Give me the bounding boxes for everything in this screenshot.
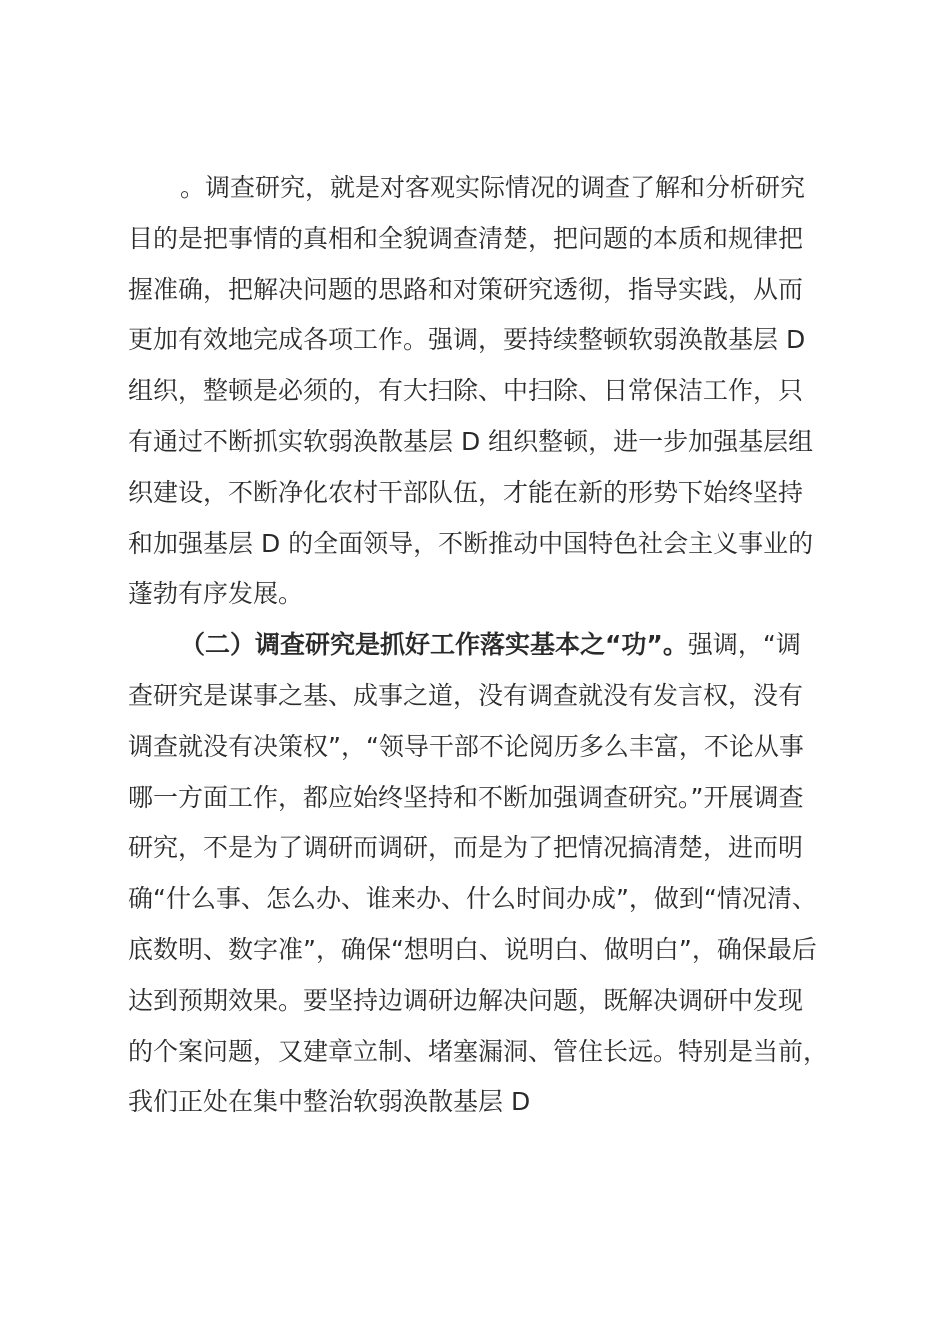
paragraph-line: 底数明、数字准”，确保“想明白、说明白、做明白”，确保最后 — [128, 934, 817, 964]
paragraph-line: 调查就没有决策权”，“领导干部不论阅历多么丰富，不论从事 — [128, 731, 804, 761]
document-body — [128, 166, 858, 1131]
paragraph-line: 确“什么事、怎么办、谁来办、什么时间办成”，做到“情况清、 — [128, 884, 817, 914]
paragraph-line: 有通过不断抓实软弱涣散基层 D 组织整顿，进一步加强基层组 — [128, 426, 814, 456]
paragraph-line: 蓬勃有序发展。 — [128, 579, 304, 609]
heading-line-rest: 强调，“调 — [687, 630, 801, 660]
paragraph-line: 目的是把事情的真相和全貌调查清楚，把问题的本质和规律把 — [128, 223, 804, 253]
paragraph-1 — [128, 166, 858, 623]
paragraph-line: 的个案问题，又建章立制、堵塞漏洞、管住长远。特别是当前， — [128, 1036, 829, 1066]
paragraph-line: 我们正处在集中整治软弱涣散基层 D — [128, 1087, 531, 1117]
paragraph-line: 哪一方面工作，都应始终坚持和不断加强调查研究。”开展调查 — [128, 782, 804, 812]
paragraph-line: 织建设，不断净化农村干部队伍，才能在新的形势下始终坚持 — [128, 477, 804, 507]
paragraph-line: 组织，整顿是必须的，有大扫除、中扫除、日常保洁工作，只 — [128, 376, 804, 406]
paragraph-line: 更加有效地完成各项工作。强调，要持续整顿软弱涣散基层 D — [128, 325, 806, 355]
paragraph-line: 。调查研究，就是对客观实际情况的调查了解和分析研究 — [180, 173, 806, 202]
paragraph-line: 握准确，把解决问题的思路和对策研究透彻，指导实践，从而 — [128, 274, 804, 304]
paragraph-line: 和加强基层 D 的全面领导，不断推动中国特色社会主义事业的 — [128, 528, 814, 558]
section-heading: （二）调查研究是抓好工作落实基本之“功”。 — [180, 630, 688, 660]
paragraph-2 — [128, 623, 858, 1131]
paragraph-line: 达到预期效果。要坚持边调研边解决问题，既解决调研中发现 — [128, 985, 804, 1015]
paragraph-line: 查研究是谋事之基、成事之道，没有调查就没有发言权，没有 — [128, 680, 804, 710]
paragraph-first-line — [128, 623, 858, 674]
paragraph-line: 研究，不是为了调研而调研，而是为了把情况搞清楚，进而明 — [128, 833, 804, 863]
